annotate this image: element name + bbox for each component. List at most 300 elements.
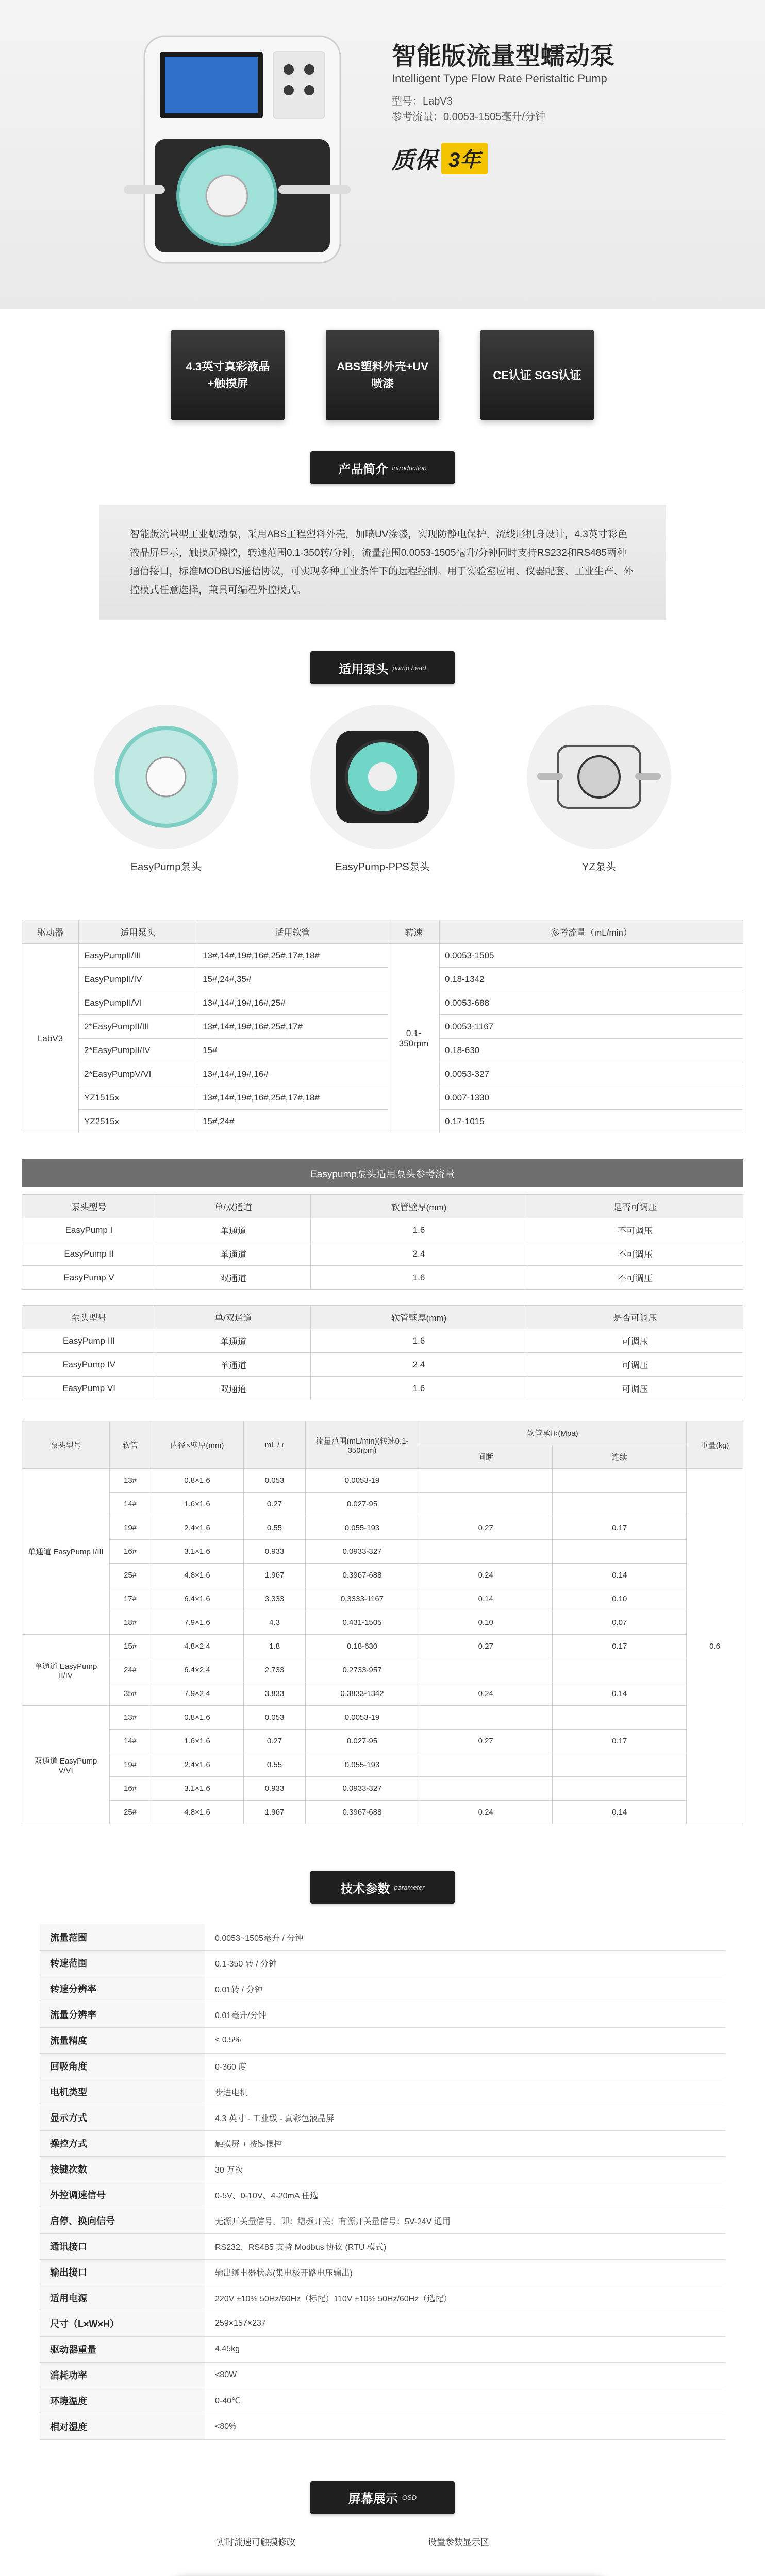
param-row: [40, 2311, 725, 2336]
table-row: [22, 1730, 743, 1753]
param-value: 0.01转 / 分钟: [205, 1976, 725, 2002]
table-cell: 1.6×1.6: [151, 1493, 244, 1516]
table-cell: [419, 1753, 553, 1777]
table-cell: 19#: [110, 1516, 151, 1540]
pump-head-item: [86, 705, 246, 873]
table-header: 泵头型号: [22, 1306, 156, 1329]
param-row: [40, 2233, 725, 2259]
table-row: [22, 1682, 743, 1706]
pump-head-list: [0, 705, 765, 873]
table-cell: 0.18-630: [306, 1635, 419, 1658]
table-cell: 15#: [197, 1039, 388, 1062]
param-key: 流量分辨率: [40, 2002, 205, 2027]
table-cell: 0.0053-327: [440, 1062, 743, 1086]
table-header: 内径×壁厚(mm): [151, 1421, 244, 1469]
param-row: [40, 2130, 725, 2156]
section-title-en: pump head: [392, 664, 426, 672]
feature-tiles: [0, 330, 765, 420]
table-cell: 0.10: [419, 1611, 553, 1635]
table-header: 软管承压(Mpa): [419, 1421, 687, 1445]
product-flow: 参考流量：0.0053-1505毫升/分钟: [392, 111, 545, 123]
table-cell: EasyPumpII/III: [79, 944, 197, 968]
table-cell: 单通道 EasyPump I/III: [22, 1469, 110, 1635]
table-row: [22, 991, 743, 1015]
param-key: 操控方式: [40, 2130, 205, 2156]
table-cell: 0.14: [419, 1587, 553, 1611]
table-cell: 3.833: [244, 1682, 306, 1706]
feature-tile: ABS塑料外壳+UV喷漆: [326, 330, 439, 420]
table-header: 是否可调压: [527, 1195, 743, 1218]
table-cell: 单通道 EasyPump II/IV: [22, 1635, 110, 1706]
table-cell: 双通道: [156, 1377, 311, 1400]
table-cell: 0.17-1015: [440, 1110, 743, 1133]
table-row: [22, 1015, 743, 1039]
param-key: 相对湿度: [40, 2414, 205, 2439]
table-cell: 可调压: [527, 1353, 743, 1377]
param-value: 0.01毫升/分钟: [205, 2002, 725, 2027]
table-cell: 1.967: [244, 1801, 306, 1824]
table-cell: 0.17: [553, 1730, 687, 1753]
section-title-screen: [310, 2481, 455, 2514]
param-row: [40, 2414, 725, 2439]
table-cell: 16#: [110, 1540, 151, 1564]
table-cell: 0.55: [244, 1516, 306, 1540]
table-cell: 0.3833-1342: [306, 1682, 419, 1706]
table-row: [22, 1564, 743, 1587]
param-value: 触摸屏 + 按键操控: [205, 2130, 725, 2156]
pump-illustration: [124, 21, 361, 289]
table-cell: 13#,14#,19#,16#,25#: [197, 991, 388, 1015]
table-row: [22, 1611, 743, 1635]
table-row: [22, 968, 743, 991]
table-cell: 0.0053-19: [306, 1706, 419, 1730]
table-cell: 0.27: [244, 1493, 306, 1516]
table-header: 软管壁厚(mm): [311, 1195, 527, 1218]
table-cell: 0.0933-327: [306, 1777, 419, 1801]
param-row: [40, 2105, 725, 2130]
table-row: [22, 1039, 743, 1062]
table-cell: 0.0053-688: [440, 991, 743, 1015]
table-cell: 0.1-350rpm: [388, 944, 440, 1133]
table-cell: 0.0053-19: [306, 1469, 419, 1493]
table-cell: 2.733: [244, 1658, 306, 1682]
table-cell: 双通道: [156, 1266, 311, 1290]
param-row: [40, 1950, 725, 1976]
param-value: <80W: [205, 2362, 725, 2388]
table-cell: 0.027-95: [306, 1493, 419, 1516]
table-cell: 0.3333-1167: [306, 1587, 419, 1611]
table-cell: 0.27: [419, 1516, 553, 1540]
table-cell: 0.007-1330: [440, 1086, 743, 1110]
table-cell: 0.17: [553, 1635, 687, 1658]
param-key: 按键次数: [40, 2156, 205, 2182]
table-cell: 1.967: [244, 1564, 306, 1587]
param-key: 回吸角度: [40, 2053, 205, 2079]
table-cell: 6.4×2.4: [151, 1658, 244, 1682]
table-row: [22, 1587, 743, 1611]
table-cell: 4.8×1.6: [151, 1801, 244, 1824]
table-cell: 0.14: [553, 1801, 687, 1824]
table-cell: [419, 1493, 553, 1516]
warranty: [392, 142, 488, 175]
table-cell: 2.4: [311, 1353, 527, 1377]
warranty-badge: 3年: [441, 143, 488, 174]
table-cell: 15#: [110, 1635, 151, 1658]
param-key: 显示方式: [40, 2105, 205, 2130]
table-header: 软管壁厚(mm): [311, 1306, 527, 1329]
section-title-heads: [310, 651, 455, 684]
pump-head-label: EasyPump泵头: [130, 861, 202, 873]
head-table: [22, 920, 743, 1133]
table-row: [22, 1377, 743, 1400]
pump-head-label: YZ泵头: [582, 861, 616, 873]
table-cell: 2*EasyPumpII/III: [79, 1015, 197, 1039]
table-header-row: [22, 1195, 743, 1218]
table-cell: 16#: [110, 1777, 151, 1801]
table-cell: 35#: [110, 1682, 151, 1706]
param-value: 0.0053~1505毫升 / 分钟: [205, 1924, 725, 1950]
param-key: 转速范围: [40, 1950, 205, 1976]
param-row: [40, 2053, 725, 2079]
table-row: [22, 1242, 743, 1266]
table-row: [22, 1062, 743, 1086]
table-cell: EasyPumpII/VI: [79, 991, 197, 1015]
table-cell: 0.0053-1505: [440, 944, 743, 968]
table-cell: 0.24: [419, 1801, 553, 1824]
table-cell: 0.14: [553, 1564, 687, 1587]
table-cell: 1.6×1.6: [151, 1730, 244, 1753]
table-cell: [553, 1493, 687, 1516]
table-header: 适用泵头: [79, 920, 197, 944]
table-cell: 0.3967-688: [306, 1564, 419, 1587]
table-cell: 14#: [110, 1730, 151, 1753]
table-cell: 0.053: [244, 1706, 306, 1730]
table-cell: 18#: [110, 1611, 151, 1635]
param-value: 0-5V、0-10V、4-20mA 任选: [205, 2182, 725, 2208]
table-cell: [553, 1777, 687, 1801]
table-cell: 0.0933-327: [306, 1540, 419, 1564]
table-cell: LabV3: [22, 944, 79, 1133]
table-cell: 1.6: [311, 1377, 527, 1400]
param-value: 4.45kg: [205, 2336, 725, 2362]
param-row: [40, 1976, 725, 2002]
table-cell: 单通道: [156, 1329, 311, 1353]
table-header-row: [22, 1306, 743, 1329]
table-cell: EasyPump I: [22, 1218, 156, 1242]
table-cell: 2.4×1.6: [151, 1516, 244, 1540]
table-cell: 2*EasyPumpII/IV: [79, 1039, 197, 1062]
table-cell: 不可调压: [527, 1218, 743, 1242]
param-value: 无源开关量信号，即：增频开关；有源开关量信号：5V-24V 通用: [205, 2208, 725, 2233]
table-row: [22, 1777, 743, 1801]
param-key: 消耗功率: [40, 2362, 205, 2388]
table-cell: 0.027-95: [306, 1730, 419, 1753]
table-cell: [553, 1540, 687, 1564]
param-key: 流量范围: [40, 1924, 205, 1950]
table-cell: [553, 1658, 687, 1682]
table-row: [22, 944, 743, 968]
table-row: [22, 1801, 743, 1824]
table-cell: 0.24: [419, 1682, 553, 1706]
pump-head-image: [94, 705, 238, 849]
table-cell: 0.053: [244, 1469, 306, 1493]
table-cell: 13#,14#,19#,16#,25#,17#,18#: [197, 1086, 388, 1110]
table-header: 流量范围(mL/min)(转速0.1-350rpm): [306, 1421, 419, 1469]
table-cell: [419, 1658, 553, 1682]
table-cell: 25#: [110, 1564, 151, 1587]
section-title-en: introduction: [392, 464, 427, 472]
table-cell: 0.0053-1167: [440, 1015, 743, 1039]
table-cell: 0.8×1.6: [151, 1706, 244, 1730]
table-cell: 2.4: [311, 1242, 527, 1266]
table-cell: 2*EasyPumpV/VI: [79, 1062, 197, 1086]
table-cell: 0.07: [553, 1611, 687, 1635]
param-key: 驱动器重量: [40, 2336, 205, 2362]
table-cell: 13#,14#,19#,16#,25#,17#: [197, 1015, 388, 1039]
table-row: [22, 1516, 743, 1540]
section-title-params: [310, 1871, 455, 1904]
param-value: < 0.5%: [205, 2027, 725, 2053]
table-row: [22, 1353, 743, 1377]
table-row: [22, 1218, 743, 1242]
section-title-cn: 屏幕展示: [348, 2492, 398, 2506]
product-model: 型号：LabV3: [392, 96, 453, 107]
table-cell: 3.1×1.6: [151, 1777, 244, 1801]
param-value: 输出继电器状态(集电极开路电压输出): [205, 2259, 725, 2285]
param-value: 220V ±10% 50Hz/60Hz（标配）110V ±10% 50Hz/60Hz（选配）: [205, 2285, 725, 2311]
table-cell: 可调压: [527, 1329, 743, 1353]
table-cell: 0.10: [553, 1587, 687, 1611]
param-row: [40, 2388, 725, 2414]
table-cell: [553, 1469, 687, 1493]
table-cell: 4.3: [244, 1611, 306, 1635]
table-cell: [419, 1777, 553, 1801]
table-cell: 13#,14#,19#,16#,25#,17#,18#: [197, 944, 388, 968]
pump-head-image: [527, 705, 671, 849]
param-value: RS232、RS485 支持 Modbus 协议 (RTU 模式): [205, 2233, 725, 2259]
table-cell: 1.6: [311, 1266, 527, 1290]
section-title-cn: 技术参数: [340, 1882, 390, 1896]
table-row: [22, 1540, 743, 1564]
easypump-table-2: [22, 1305, 743, 1400]
section-title-cn: 适用泵头: [339, 662, 389, 676]
table-cell: 25#: [110, 1801, 151, 1824]
table-cell: 0.431-1505: [306, 1611, 419, 1635]
table-header: 参考流量（mL/min）: [440, 920, 743, 944]
param-value: <80%: [205, 2414, 725, 2439]
table-cell: 0.27: [244, 1730, 306, 1753]
table-cell: 6.4×1.6: [151, 1587, 244, 1611]
table-header: 是否可调压: [527, 1306, 743, 1329]
table-cell: 0.27: [419, 1635, 553, 1658]
table-cell: 单通道: [156, 1218, 311, 1242]
table-cell: 17#: [110, 1587, 151, 1611]
table-cell: 4.8×2.4: [151, 1635, 244, 1658]
table-cell: 0.55: [244, 1753, 306, 1777]
param-row: [40, 2027, 725, 2053]
param-row: [40, 1924, 725, 1950]
easypump-bar-title: Easypump泵头适用泵头参考流量: [22, 1159, 743, 1187]
param-value: 30 万次: [205, 2156, 725, 2182]
param-value: 4.3 英寸 - 工业级 - 真彩色液晶屏: [205, 2105, 725, 2130]
param-row: [40, 2285, 725, 2311]
table-row: [22, 1706, 743, 1730]
table-cell: 单通道: [156, 1242, 311, 1266]
hero-banner: [0, 0, 765, 309]
params-table: [40, 1924, 725, 2440]
table-row: [22, 1110, 743, 1133]
param-row: [40, 2362, 725, 2388]
section-title-cn: 产品简介: [338, 462, 388, 477]
table-cell: [419, 1469, 553, 1493]
table-cell: EasyPump III: [22, 1329, 156, 1353]
table-cell: 0.2733-957: [306, 1658, 419, 1682]
param-row: [40, 2182, 725, 2208]
table-cell: 7.9×1.6: [151, 1611, 244, 1635]
table-row: [22, 1469, 743, 1493]
param-row: [40, 2259, 725, 2285]
pump-head-image: [310, 705, 455, 849]
flow-table: [22, 1421, 743, 1824]
table-cell: 1.6: [311, 1218, 527, 1242]
param-value: 0-40℃: [205, 2388, 725, 2414]
table-row: [22, 1266, 743, 1290]
table-cell: 24#: [110, 1658, 151, 1682]
table-row: [22, 1658, 743, 1682]
table-cell: [553, 1753, 687, 1777]
table-cell: 0.27: [419, 1730, 553, 1753]
param-row: [40, 2156, 725, 2182]
param-key: 流量精度: [40, 2027, 205, 2053]
table-cell: 1.6: [311, 1329, 527, 1353]
table-row: [22, 1086, 743, 1110]
callout: 设置参数显示区: [428, 2537, 489, 2547]
table-cell: 0.18-1342: [440, 968, 743, 991]
table-cell: 0.14: [553, 1682, 687, 1706]
table-cell: 0.933: [244, 1540, 306, 1564]
product-subtitle: Intelligent Type Flow Rate Peristaltic Pump: [392, 72, 607, 85]
table-cell: 不可调压: [527, 1266, 743, 1290]
section-title-en: OSD: [402, 2494, 417, 2502]
table-cell: 0.3967-688: [306, 1801, 419, 1824]
table-cell: 7.9×2.4: [151, 1682, 244, 1706]
section-title-intro: [310, 451, 455, 484]
table-cell: 2.4×1.6: [151, 1753, 244, 1777]
table-cell: 0.6: [687, 1469, 743, 1824]
table-cell: [419, 1706, 553, 1730]
table-cell: 15#,24#: [197, 1110, 388, 1133]
warranty-prefix: 质保: [392, 148, 437, 173]
pump-head-label: EasyPump-PPS泵头: [335, 861, 430, 873]
param-key: 外控调速信号: [40, 2182, 205, 2208]
table-cell: 13#,14#,19#,16#: [197, 1062, 388, 1086]
table-header: 软管: [110, 1421, 151, 1469]
table-cell: EasyPump V: [22, 1266, 156, 1290]
table-cell: 0.8×1.6: [151, 1469, 244, 1493]
table-header: mL / r: [244, 1421, 306, 1469]
table-cell: 4.8×1.6: [151, 1564, 244, 1587]
callout: 实时流速可触摸修改: [217, 2537, 295, 2547]
table-header: 泵头型号: [22, 1195, 156, 1218]
table-header: 驱动器: [22, 920, 79, 944]
table-cell: 0.933: [244, 1777, 306, 1801]
table-cell: EasyPumpII/IV: [79, 968, 197, 991]
table-cell: 14#: [110, 1493, 151, 1516]
table-cell: EasyPump VI: [22, 1377, 156, 1400]
easypump-table-1: [22, 1194, 743, 1290]
param-key: 环境温度: [40, 2388, 205, 2414]
table-cell: YZ1515x: [79, 1086, 197, 1110]
param-key: 电机类型: [40, 2079, 205, 2105]
table-cell: 可调压: [527, 1377, 743, 1400]
screen-diagram: [0, 2514, 765, 2576]
table-cell: 0.055-193: [306, 1753, 419, 1777]
param-key: 启停、换向信号: [40, 2208, 205, 2233]
table-cell: EasyPump IV: [22, 1353, 156, 1377]
param-value: 0.1-350 转 / 分钟: [205, 1950, 725, 1976]
table-header-row: [22, 920, 743, 944]
table-cell: 双通道 EasyPump V/VI: [22, 1706, 110, 1824]
section-title-en: parameter: [394, 1883, 425, 1891]
table-cell: [553, 1706, 687, 1730]
table-cell: 19#: [110, 1753, 151, 1777]
param-key: 尺寸（L×W×H）: [40, 2311, 205, 2336]
feature-tile: CE认证 SGS认证: [480, 330, 594, 420]
table-header: 重量(kg): [687, 1421, 743, 1469]
param-key: 转速分辨率: [40, 1976, 205, 2002]
table-cell: 3.1×1.6: [151, 1540, 244, 1564]
table-header: 泵头型号: [22, 1421, 110, 1469]
param-row: [40, 2336, 725, 2362]
table-header-row: [22, 1421, 743, 1445]
table-cell: [419, 1540, 553, 1564]
table-row: [22, 1493, 743, 1516]
table-cell: EasyPump II: [22, 1242, 156, 1266]
param-key: 适用电源: [40, 2285, 205, 2311]
table-cell: 0.17: [553, 1516, 687, 1540]
flow-table-body: [22, 1469, 743, 1824]
pump-head-item: [519, 705, 679, 873]
table-cell: 不可调压: [527, 1242, 743, 1266]
table-row: [22, 1635, 743, 1658]
param-row: [40, 2002, 725, 2027]
param-row: [40, 2079, 725, 2105]
table-header: 适用软管: [197, 920, 388, 944]
intro-text: 智能版流量型工业蠕动泵，采用ABS工程塑料外壳，加喷UV涂漆，实现防静电保护，流线形机身设计，4.3英寸彩色液晶屏显示，触摸屏操控，转速范围0.1-350转/分钟，流量范围0.0053-1505毫升/分钟同时支持RS232和RS485两种通信接口，标准MODBUS通信协议，可实现多种工业条件下的远程控制。用于实验室应用、仪器配套、工业生产、外控模式任意选择，兼具可编程外控模式。: [99, 505, 666, 620]
table-cell: 13#: [110, 1706, 151, 1730]
table-cell: 13#: [110, 1469, 151, 1493]
param-value: 0-360 度: [205, 2053, 725, 2079]
table-header: 转速: [388, 920, 440, 944]
table-header: 单/双通道: [156, 1306, 311, 1329]
param-value: 259×157×237: [205, 2311, 725, 2336]
table-cell: YZ2515x: [79, 1110, 197, 1133]
param-row: [40, 2208, 725, 2233]
table-cell: 0.055-193: [306, 1516, 419, 1540]
table-cell: 0.24: [419, 1564, 553, 1587]
param-key: 通讯接口: [40, 2233, 205, 2259]
param-key: 输出接口: [40, 2259, 205, 2285]
table-cell: 1.8: [244, 1635, 306, 1658]
table-row: [22, 1329, 743, 1353]
table-header: 间断: [419, 1445, 553, 1469]
table-cell: 15#,24#,35#: [197, 968, 388, 991]
param-value: 步进电机: [205, 2079, 725, 2105]
table-header: 单/双通道: [156, 1195, 311, 1218]
product-title: 智能版流量型蠕动泵: [392, 43, 615, 70]
table-header: 连续: [553, 1445, 687, 1469]
table-cell: 3.333: [244, 1587, 306, 1611]
